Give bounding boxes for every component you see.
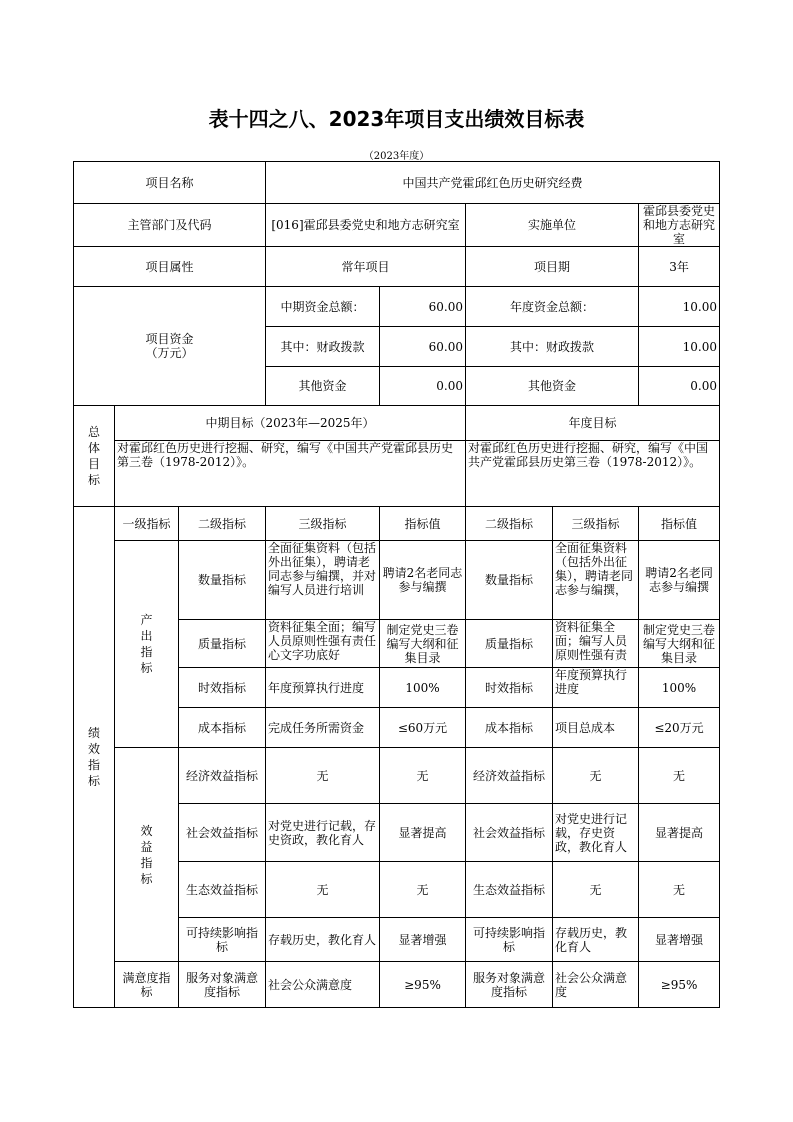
indicator-row bbox=[74, 962, 720, 1008]
row4-vb: 无 bbox=[639, 748, 720, 804]
page-title: 表十四之八、2023年项目支出绩效目标表 bbox=[208, 107, 585, 131]
row7-l2b: 可持续影响指标 bbox=[466, 918, 553, 962]
row3-vb: ≤20万元 bbox=[639, 708, 720, 748]
annual-fiscal-label: 其中：财政拨款 bbox=[466, 327, 639, 367]
attr-label: 项目属性 bbox=[74, 247, 266, 287]
row3-v: ≤60万元 bbox=[380, 708, 466, 748]
performance-table bbox=[73, 161, 720, 1008]
funds-label-cell bbox=[74, 287, 266, 406]
mid-total-value: 60.00 bbox=[380, 287, 466, 327]
mid-other-label: 其他资金 bbox=[266, 367, 380, 406]
header-valueb: 指标值 bbox=[639, 507, 720, 541]
header-level3b: 三级指标 bbox=[553, 507, 639, 541]
row5-v: 显著提高 bbox=[380, 804, 466, 862]
dept-value: [016]霍邱县委党史和地方志研究室 bbox=[266, 204, 466, 247]
row-attr bbox=[74, 247, 720, 287]
row-funds-total bbox=[74, 287, 720, 327]
period-label: 项目期 bbox=[466, 247, 639, 287]
impl-label: 实施单位 bbox=[466, 204, 639, 247]
row1-l3-text: 资料征集全面；编写人员原则性强有责任心文字功底好 bbox=[268, 620, 377, 662]
goals-mid-text: 对霍邱红色历史进行挖掘、研究，编写《中国共产党霍邱县历史第三卷（1978-2012）》。 bbox=[115, 441, 466, 507]
row-goals-text bbox=[74, 441, 720, 507]
goals-annual-header: 年度目标 bbox=[466, 406, 720, 441]
row7-vb: 显著增强 bbox=[639, 918, 720, 962]
row0-l2: 数量指标 bbox=[179, 541, 266, 620]
row3-l3b: 项目总成本 bbox=[553, 708, 639, 748]
row0-l3b-text: 全面征集资料（包括外出征集），聘请老同志参与编撰， bbox=[555, 541, 634, 597]
row4-v: 无 bbox=[380, 748, 466, 804]
row6-l2b: 生态效益指标 bbox=[466, 862, 553, 918]
attr-value: 常年项目 bbox=[266, 247, 466, 287]
row4-l3b: 无 bbox=[553, 748, 639, 804]
row8-vb: ≥95% bbox=[639, 962, 720, 1008]
row8-l2b: 服务对象满意度指标 bbox=[466, 962, 553, 1008]
row-indicators-header bbox=[74, 507, 720, 541]
row6-v: 无 bbox=[380, 862, 466, 918]
row4-l2b: 经济效益指标 bbox=[466, 748, 553, 804]
goals-mid-header: 中期目标（2023年—2025年） bbox=[115, 406, 466, 441]
indicator-row bbox=[74, 748, 720, 804]
row7-l3: 存载历史，教化育人 bbox=[266, 918, 380, 962]
row4-l2: 经济效益指标 bbox=[179, 748, 266, 804]
effect-label: 效益指标 bbox=[140, 823, 153, 886]
header-level3: 三级指标 bbox=[266, 507, 380, 541]
mid-fiscal-label: 其中：财政拨款 bbox=[266, 327, 380, 367]
row0-vb: 聘请2名老同志参与编撰 bbox=[639, 541, 720, 620]
row7-v: 显著增强 bbox=[380, 918, 466, 962]
row5-l2: 社会效益指标 bbox=[179, 804, 266, 862]
row3-l2b: 成本指标 bbox=[466, 708, 553, 748]
funds-unit: （万元） bbox=[145, 346, 194, 360]
indicators-label-cell bbox=[74, 507, 115, 1008]
row2-l3b: 年度预算执行进度 bbox=[553, 668, 639, 708]
row0-l3b bbox=[553, 541, 639, 620]
goals-label-cell bbox=[74, 406, 115, 507]
funds-label: 项目资金 bbox=[145, 332, 194, 346]
row5-l3: 对党史进行记载，存史资政，教化育人 bbox=[266, 804, 380, 862]
row8-v: ≥95% bbox=[380, 962, 466, 1008]
row1-l3 bbox=[266, 620, 380, 668]
row2-vb: 100% bbox=[639, 668, 720, 708]
annual-total-value: 10.00 bbox=[639, 287, 720, 327]
goals-annual-text: 对霍邱红色历史进行挖掘、研究，编写《中国共产党霍邱县历史第三卷（1978-2012）》。 bbox=[466, 441, 720, 507]
row5-l3b: 对党史进行记载，存史资政，教化育人 bbox=[553, 804, 639, 862]
row8-l3b: 社会公众满意度 bbox=[553, 962, 639, 1008]
header-level2b: 二级指标 bbox=[466, 507, 553, 541]
row6-l2: 生态效益指标 bbox=[179, 862, 266, 918]
output-label: 产出指标 bbox=[140, 613, 153, 675]
row-goals-header bbox=[74, 406, 720, 441]
row0-v: 聘请2名老同志参与编撰 bbox=[380, 541, 466, 620]
row7-l3b: 存载历史，教化育人 bbox=[553, 918, 639, 962]
indicators-label: 绩效指标 bbox=[87, 726, 100, 788]
row1-vb: 制定党史三卷编写大纲和征集目录 bbox=[639, 620, 720, 668]
mid-other-value: 0.00 bbox=[380, 367, 466, 406]
row2-l2b: 时效指标 bbox=[466, 668, 553, 708]
row2-v: 100% bbox=[380, 668, 466, 708]
row4-l3: 无 bbox=[266, 748, 380, 804]
row6-l3: 无 bbox=[266, 862, 380, 918]
row8-l3: 社会公众满意度 bbox=[266, 962, 380, 1008]
row2-l2: 时效指标 bbox=[179, 668, 266, 708]
header-value: 指标值 bbox=[380, 507, 466, 541]
goals-label: 总体目标 bbox=[87, 425, 100, 487]
row1-l3b bbox=[553, 620, 639, 668]
row2-l3: 年度预算执行进度 bbox=[266, 668, 380, 708]
row0-l3 bbox=[266, 541, 380, 620]
row3-l3: 完成任务所需资金 bbox=[266, 708, 380, 748]
mid-total-label: 中期资金总额： bbox=[266, 287, 380, 327]
row1-l3b-text: 资料征集全面；编写人员原则性强有责 bbox=[555, 620, 628, 662]
row-project-name bbox=[74, 162, 720, 204]
mid-fiscal-value: 60.00 bbox=[380, 327, 466, 367]
row5-vb: 显著提高 bbox=[639, 804, 720, 862]
project-name-label: 项目名称 bbox=[74, 162, 266, 204]
row-dept bbox=[74, 204, 720, 247]
row3-l2: 成本指标 bbox=[179, 708, 266, 748]
annual-other-label: 其他资金 bbox=[466, 367, 639, 406]
annual-other-value: 0.00 bbox=[639, 367, 720, 406]
annual-total-label: 年度资金总额： bbox=[466, 287, 639, 327]
row6-l3b: 无 bbox=[553, 862, 639, 918]
period-value: 3年 bbox=[639, 247, 720, 287]
row0-l2b: 数量指标 bbox=[466, 541, 553, 620]
header-level2: 二级指标 bbox=[179, 507, 266, 541]
header-level1: 一级指标 bbox=[115, 507, 179, 541]
impl-value: 霍邱县委党史和地方志研究室 bbox=[639, 204, 720, 247]
row1-l2: 质量指标 bbox=[179, 620, 266, 668]
output-label-cell bbox=[115, 541, 179, 748]
row0-l3-text: 全面征集资料（包括外出征集），聘请老同志参与编撰，并对编写人员进行培训 bbox=[268, 541, 377, 597]
row1-v: 制定党史三卷编写大纲和征集目录 bbox=[380, 620, 466, 668]
row7-l2: 可持续影响指标 bbox=[179, 918, 266, 962]
indicator-row bbox=[74, 541, 720, 620]
row6-vb: 无 bbox=[639, 862, 720, 918]
row5-l2b: 社会效益指标 bbox=[466, 804, 553, 862]
project-name-value: 中国共产党霍邱红色历史研究经费 bbox=[266, 162, 720, 204]
effect-label-cell bbox=[115, 748, 179, 962]
satisfaction-label: 满意度指标 bbox=[115, 962, 179, 1008]
row8-l2: 服务对象满意度指标 bbox=[179, 962, 266, 1008]
dept-label: 主管部门及代码 bbox=[74, 204, 266, 247]
annual-fiscal-value: 10.00 bbox=[639, 327, 720, 367]
page-subtitle: （2023年度） bbox=[363, 151, 430, 162]
row1-l2b: 质量指标 bbox=[466, 620, 553, 668]
